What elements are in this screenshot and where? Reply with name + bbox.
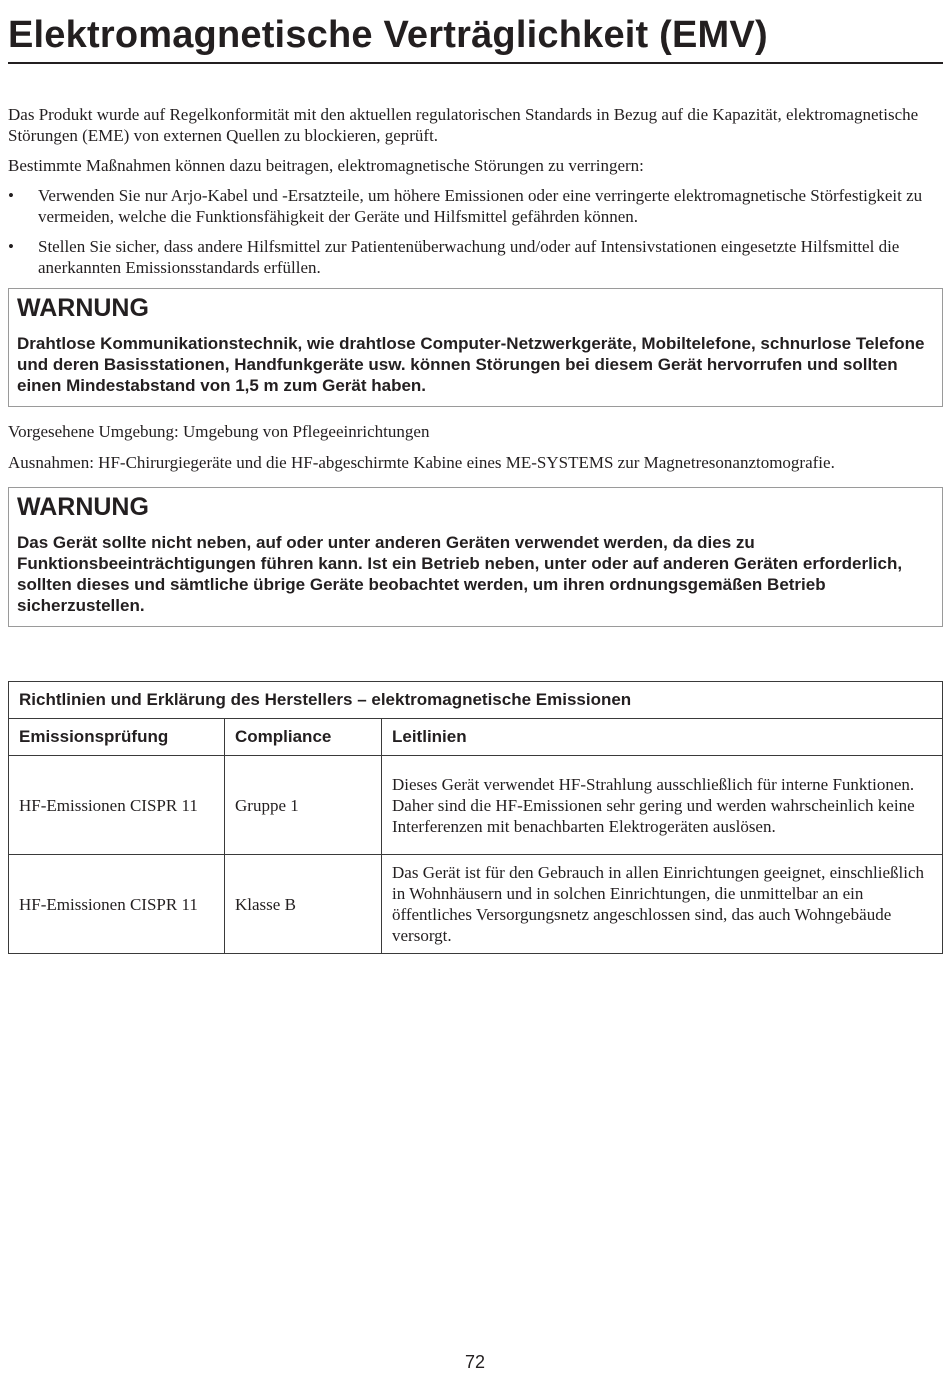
page-number: 72 xyxy=(464,1352,486,1372)
column-header: Emissionsprüfung xyxy=(9,719,225,756)
list-item-text: Verwenden Sie nur Arjo-Kabel und -Ersatzteile, um höhere Emissionen oder eine verringerte elektromagnetische Störfestigkeit zu vermeiden, welche die Funktionsfähigkeit der Geräte und Hilfsmittel gefährden können. xyxy=(38,186,923,226)
bullet-icon: • xyxy=(8,237,14,256)
table-cell: HF-Emissionen CISPR 11 xyxy=(9,756,225,855)
warning-body: Drahtlose Kommunikationstechnik, wie drahtlose Computer-Netzwerkgeräte, Mobiltelefone, schnurlose Telefone und deren Basisstationen, Handfunkgeräte usw. können Störungen bei diesem Gerät hervorrufen und sollten einen Mindestabstand von 1,5 m zum Gerät haben. xyxy=(17,334,925,395)
measures-lead-paragraph: Bestimmte Maßnahmen können dazu beitragen, elektromagnetische Störungen zu verringern: xyxy=(8,156,644,175)
table-cell: HF-Emissionen CISPR 11 xyxy=(9,855,225,954)
column-header: Leitlinien xyxy=(382,719,943,756)
measures-list xyxy=(8,185,943,278)
table-caption: Richtlinien und Erklärung des Herstellers – elektromagnetische Emissionen xyxy=(9,682,943,719)
exceptions-note: Ausnahmen: HF-Chirurgiegeräte und die HF-abgeschirmte Kabine eines ME-SYSTEMS zur Magnetresonanztomografie. xyxy=(8,453,835,472)
list-item xyxy=(8,185,943,227)
table-cell: Gruppe 1 xyxy=(225,756,382,855)
table-header-row xyxy=(9,719,943,756)
list-item xyxy=(8,236,943,278)
bullet-icon: • xyxy=(8,186,14,205)
emissions-table xyxy=(8,681,943,954)
table-cell: Klasse B xyxy=(225,855,382,954)
warning-title: WARNUNG xyxy=(17,294,149,322)
table-row xyxy=(9,756,943,855)
table-cell: Das Gerät ist für den Gebrauch in allen Einrichtungen geeignet, einschließlich in Wohnhäusern und in solchen Einrichtungen, die unmittelbar an ein öffentliches Versorgungsnetz angeschlossen sind, das auch Wohngebäude versorgt. xyxy=(382,855,943,954)
environment-note: Vorgesehene Umgebung: Umgebung von Pflegeeinrichtungen xyxy=(8,422,430,441)
warning-box-wireless xyxy=(8,288,943,407)
column-header: Compliance xyxy=(225,719,382,756)
document-page xyxy=(8,0,943,954)
list-item-text: Stellen Sie sicher, dass andere Hilfsmittel zur Patientenüberwachung und/oder auf Intensivstationen eingesetzte Hilfsmittel die anerkannten Emissionsstandards erfüllen. xyxy=(38,237,900,277)
warning-title: WARNUNG xyxy=(17,493,149,521)
table-cell: Dieses Gerät verwendet HF-Strahlung ausschließlich für interne Funktionen. Daher sind die HF-Emissionen sehr gering und werden wahrscheinlich keine Interferenzen mit benachbarten Elektrogeräten auslösen. xyxy=(382,756,943,855)
warning-box-stacking xyxy=(8,487,943,627)
warning-body: Das Gerät sollte nicht neben, auf oder unter anderen Geräten verwendet werden, da dies zu Funktionsbeeinträchtigungen führen kann. Ist ein Betrieb neben, unter oder auf anderen Geräten erforderlich, sollten dieses und sämtliche übrige Geräte beobachtet werden, um ihren ordnungsgemäßen Betrieb sicherzustellen. xyxy=(17,533,903,615)
page-title: Elektromagnetische Verträglichkeit (EMV) xyxy=(8,0,943,64)
intro-paragraph: Das Produkt wurde auf Regelkonformität mit den aktuellen regulatorischen Standards in Bezug auf die Kapazität, elektromagnetische Störungen (EME) von externen Quellen zu blockieren, geprüft. xyxy=(8,105,919,145)
table-row xyxy=(9,855,943,954)
